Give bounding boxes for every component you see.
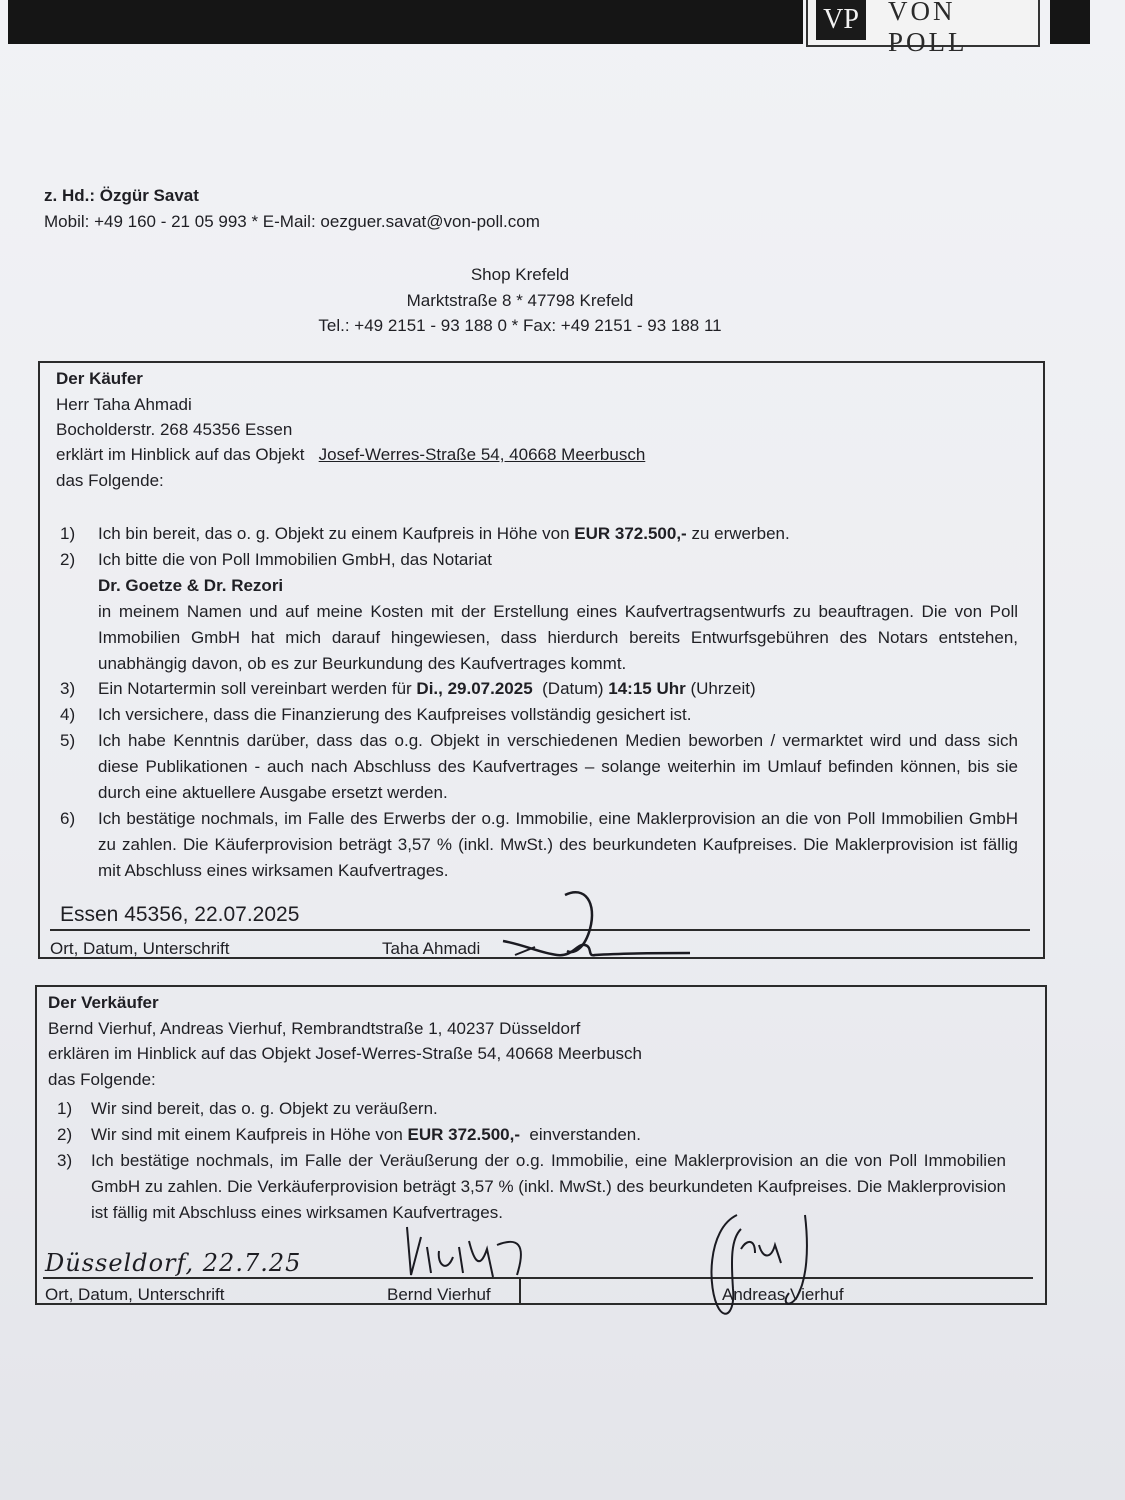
item-text-pre: Ich bin bereit, das o. g. Objekt zu einem Kaufpreis in Höhe von — [98, 524, 575, 543]
shop-phone: Tel.: +49 2151 - 93 188 0 * Fax: +49 2151 - 93 188 11 — [318, 316, 722, 335]
buyer-intro-text: erklärt im Hinblick auf das Objekt — [56, 445, 305, 464]
logo-text: VON POLL — [888, 0, 968, 57]
logo-mark: VP — [816, 0, 866, 40]
buyer-intro-end: das Folgende: — [56, 471, 164, 490]
item-text — [91, 1122, 641, 1148]
purchase-price: EUR 372.500,- — [574, 524, 687, 543]
buyer-signer-name: Taha Ahmadi — [382, 939, 481, 958]
notary-date: Di., 29.07.2025 — [416, 679, 533, 698]
item-number: 1) — [60, 524, 76, 543]
buyer-place-date: Essen 45356, 22.07.2025 — [60, 903, 300, 926]
seller-heading: Der Verkäufer — [48, 993, 159, 1012]
item-line: in meinem Namen und auf meine Kosten mit der Erstellung eines Kaufvertragsentwurfs zu beauftragen. Die von Poll Immobilien GmbH hat mich darauf hingewiesen, dass hierdurch bereits Entwurfsgebühren des Notars entstehen, unabhängig davon, ob es zur Beurkundung des Kaufvertrages kommt. — [98, 602, 1018, 673]
seller-signer-1: Bernd Vierhuf — [387, 1285, 491, 1304]
item-number: 2) — [57, 1125, 73, 1144]
item-number: 6) — [60, 809, 76, 828]
header-bar-right — [1050, 0, 1090, 44]
item-text-pre: Wir sind mit einem Kaufpreis in Höhe von — [91, 1125, 408, 1144]
item-text-post: einverstanden. — [519, 1125, 641, 1144]
notary-name: Dr. Goetze & Dr. Rezori — [98, 576, 284, 595]
signature-label: Ort, Datum, Unterschrift — [45, 1285, 225, 1304]
seller-item-1 — [57, 1096, 1017, 1122]
buyer-heading: Der Käufer — [56, 369, 143, 388]
item-number: 2) — [60, 550, 76, 569]
item-text: Ich habe Kenntnis darüber, dass das o.g. Objekt in verschiedenen Medien beworben / vermarktet wird und dass sich diese Publikationen - auch nach Abschluss des Kaufvertrages – solange weiterhin im Umlauf befinden können, bis sie durch eine aktuellere Ausgabe ersetzt werden. — [98, 731, 1018, 802]
item-text: Ich bestätige nochmals, im Falle des Erwerbs der o.g. Immobilie, eine Maklerprovision an die von Poll Immobilien GmbH zu zahlen. Die Käuferprovision beträgt 3,57 % (inkl. MwSt.) des beurkundeten Kaufpreises. Die Maklerprovision ist fällig mit Abschluss eines wirksamen Kaufvertrages. — [98, 809, 1018, 880]
shop-name: Shop Krefeld — [470, 265, 570, 284]
item-text — [98, 521, 790, 547]
seller-intro-end: das Folgende: — [48, 1070, 156, 1089]
seller-section — [35, 985, 1047, 1305]
sale-price: EUR 372.500,- — [407, 1125, 520, 1144]
item-text-pre: Ein Notartermin soll vereinbart werden für — [98, 679, 417, 698]
contact-details: Mobil: +49 160 - 21 05 993 * E-Mail: oezguer.savat@von-poll.com — [44, 212, 540, 231]
item-number: 1) — [57, 1099, 73, 1118]
seller-names: Bernd Vierhuf, Andreas Vierhuf, Rembrandtstraße 1, 40237 Düsseldorf — [48, 1019, 581, 1038]
item-number: 3) — [57, 1151, 73, 1170]
buyer-object: Josef-Werres-Straße 54, 40668 Meerbusch — [318, 445, 646, 464]
item-text-mid: (Datum) — [532, 679, 609, 698]
buyer-address: Bocholderstr. 268 45356 Essen — [56, 420, 293, 439]
item-text: Wir sind bereit, das o. g. Objekt zu veräußern. — [91, 1099, 438, 1118]
notary-time: 14:15 Uhr — [608, 679, 686, 698]
item-line: Ich bitte die von Poll Immobilien GmbH, das Notariat — [98, 550, 493, 569]
shop-address-block — [0, 262, 1040, 339]
item-number: 4) — [60, 705, 76, 724]
buyer-item-6 — [60, 806, 1020, 884]
item-text — [98, 676, 756, 702]
seller-item-3 — [57, 1148, 1017, 1226]
buyer-name: Herr Taha Ahmadi — [56, 395, 192, 414]
signature-label: Ort, Datum, Unterschrift — [50, 939, 230, 958]
buyer-signature-icon — [495, 883, 695, 963]
logo — [806, 0, 1040, 57]
item-text-post: (Uhrzeit) — [685, 679, 756, 698]
buyer-item-5 — [60, 728, 1020, 806]
seller-intro: erklären im Hinblick auf das Objekt Josef-Werres-Straße 54, 40668 Meerbusch — [48, 1044, 642, 1063]
item-number: 3) — [60, 679, 76, 698]
seller-item-2 — [57, 1122, 1017, 1148]
item-number: 5) — [60, 731, 76, 750]
seller-place-date: Düsseldorf, 22.7.25 — [45, 1249, 302, 1277]
buyer-intro — [56, 445, 645, 465]
buyer-item-2 — [60, 547, 1020, 677]
shop-address: Marktstraße 8 * 47798 Krefeld — [406, 290, 634, 310]
seller-1-signature-icon — [397, 1217, 537, 1287]
buyer-item-3 — [60, 676, 1020, 702]
header-bar — [8, 0, 803, 44]
item-text-post: zu erwerben. — [686, 524, 790, 543]
buyer-item-4 — [60, 702, 1020, 728]
buyer-item-1 — [60, 521, 1020, 547]
seller-2-signature-icon — [697, 1209, 817, 1321]
item-text: Ich versichere, dass die Finanzierung des Kaufpreises vollständig gesichert ist. — [98, 705, 692, 724]
buyer-section — [38, 361, 1045, 959]
item-text: Ich bestätige nochmals, im Falle der Veräußerung der o.g. Immobilie, eine Maklerprovision an die von Poll Immobilien GmbH zu zahlen. Die Verkäuferprovision beträgt 3,57 % (inkl. MwSt.) des beurkundeten Kaufpreises. Die Maklerprovision ist fällig mit Abschluss eines wirksamen Kaufvertrages. — [91, 1151, 1006, 1222]
seller-signer-2: Andreas Vierhuf — [722, 1285, 844, 1304]
signature-line — [43, 1277, 1033, 1279]
contact-name: z. Hd.: Özgür Savat — [44, 186, 199, 205]
item-text — [98, 547, 1018, 677]
